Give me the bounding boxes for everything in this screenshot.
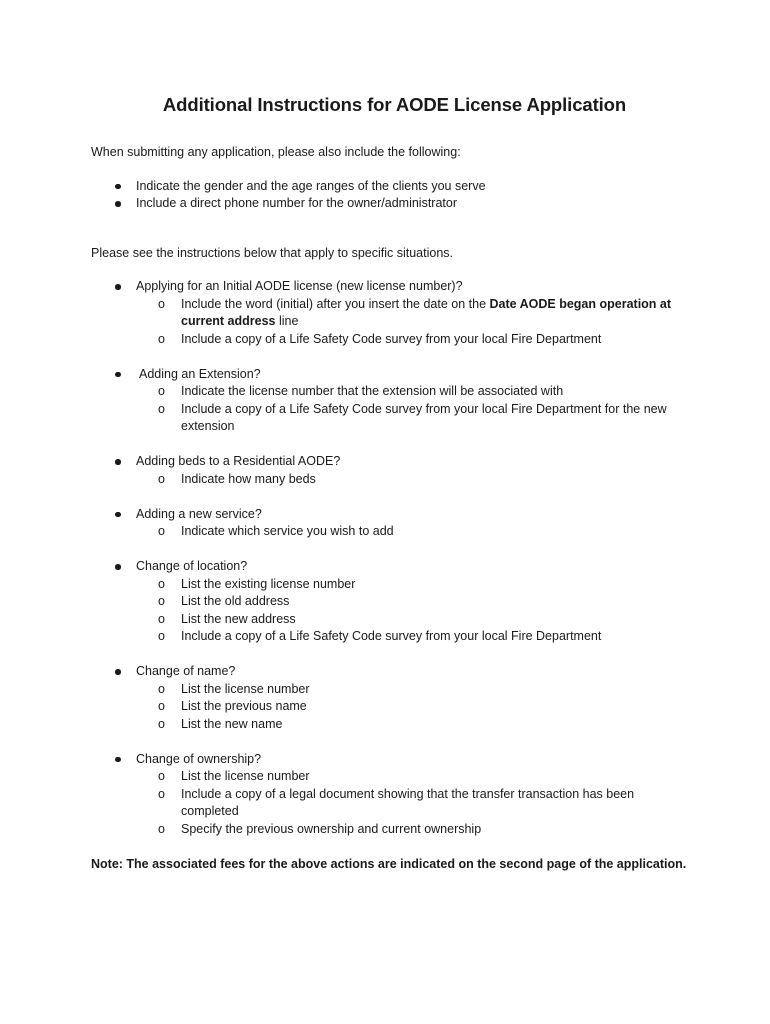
section-heading: Change of location?	[136, 559, 248, 573]
sub-item: o Specify the previous ownership and current ownership	[136, 821, 700, 839]
sub-list	[136, 383, 700, 436]
sub-item: o List the previous name	[136, 698, 700, 716]
section-change-name	[91, 663, 700, 733]
sub-item-text: line	[275, 314, 299, 328]
section-change-ownership	[91, 751, 700, 839]
section-heading: Adding beds to a Residential AODE?	[136, 454, 341, 468]
fees-note: Note: The associated fees for the above actions are indicated on the second page of the application.	[91, 856, 687, 871]
sub-item: o Indicate how many beds	[136, 471, 700, 489]
page-title: Additional Instructions for AODE License Application	[162, 94, 627, 115]
bold-field-name: Date AODE began operation at current address	[181, 296, 672, 328]
instructions-intro: Please see the instructions below that apply to specific situations.	[91, 245, 454, 260]
sub-list	[136, 471, 700, 489]
section-add-service	[91, 506, 700, 541]
general-item: Include a direct phone number for the owner/administrator	[91, 195, 700, 213]
sub-item: o List the license number	[136, 681, 700, 699]
situations-list	[91, 278, 700, 838]
sub-item: o List the license number	[136, 768, 700, 786]
sub-item: o Include a copy of a legal document showing that the transfer transaction has been completed	[136, 786, 700, 821]
sub-item: o Include a copy of a Life Safety Code survey from your local Fire Department	[136, 628, 700, 646]
section-heading: Change of ownership?	[136, 751, 262, 766]
section-heading: Adding a new service?	[136, 506, 262, 521]
sub-item: o List the new name	[136, 716, 700, 734]
sub-item: o List the new address	[136, 611, 700, 629]
general-requirements-list	[91, 178, 700, 213]
sub-list	[136, 523, 700, 541]
sub-list	[136, 681, 700, 734]
general-item: Indicate the gender and the age ranges of the clients you serve	[91, 178, 700, 196]
sub-item: o Indicate which service you wish to add	[136, 523, 700, 541]
sub-item: o List the old address	[136, 593, 700, 611]
sub-item-text: Include the word (initial) after you insert the date on the	[181, 296, 490, 311]
section-heading: Adding an Extension?	[139, 366, 261, 381]
sub-item	[136, 296, 700, 331]
sub-list	[136, 768, 700, 838]
intro-text: When submitting any application, please also include the following:	[91, 145, 461, 159]
section-add-beds	[91, 453, 700, 488]
sub-item: o Include a copy of a Life Safety Code survey from your local Fire Department	[136, 331, 700, 349]
sub-item: o Include a copy of a Life Safety Code survey from your local Fire Department for the new extension	[136, 401, 700, 436]
sub-list	[136, 576, 700, 646]
section-add-extension	[91, 366, 700, 436]
sub-list	[136, 296, 700, 349]
section-initial-license	[91, 278, 700, 348]
sub-item: o List the existing license number	[136, 576, 700, 594]
section-heading: Applying for an Initial AODE license (new license number)?	[136, 279, 463, 293]
section-heading: Change of name?	[136, 664, 236, 678]
section-change-location	[91, 558, 700, 646]
sub-item: o Indicate the license number that the extension will be associated with	[136, 383, 700, 401]
